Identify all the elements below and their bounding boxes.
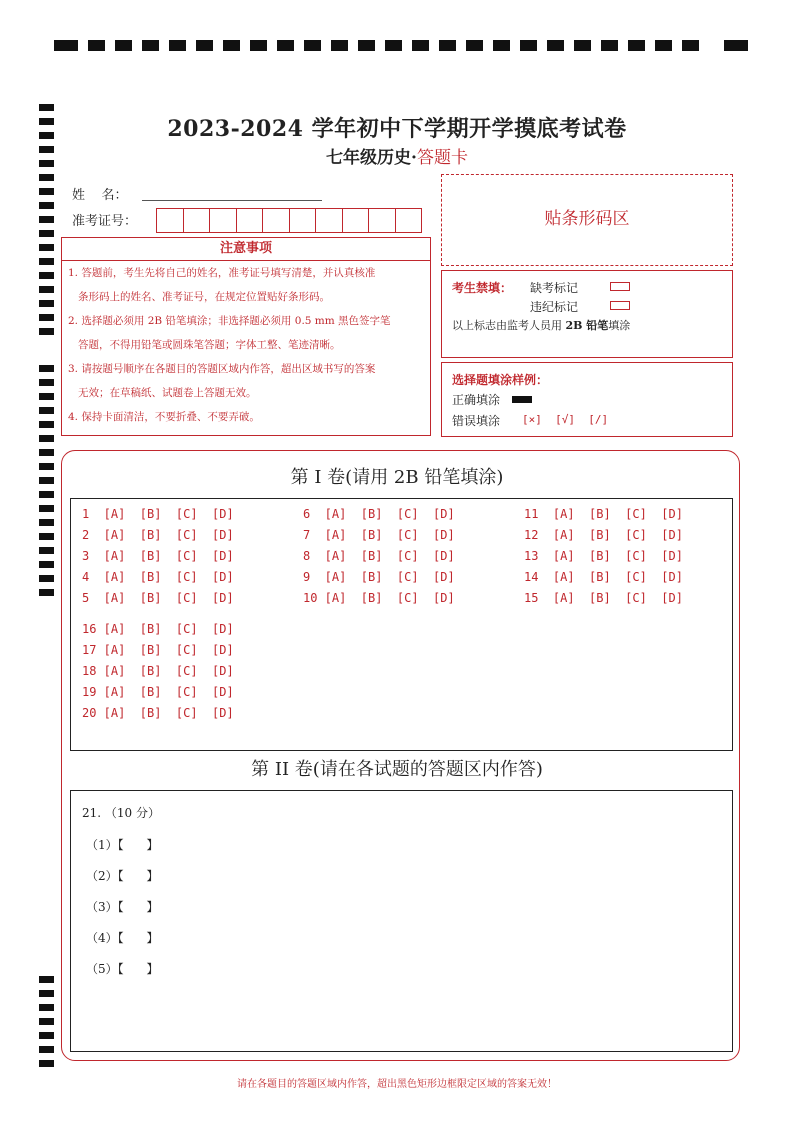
fill-sample-box [441, 362, 733, 437]
answer-line[interactable]: （3）【 】 [86, 900, 159, 914]
part2-title: 第 II 卷(请在各试题的答题区内作答) [251, 759, 543, 780]
id-digit-box[interactable] [263, 209, 290, 232]
notice-line: 答题，不得用铅笔或圆珠笔答题；字体工整、笔迹清晰。 [68, 339, 341, 351]
forbid-label: 考生禁填： [452, 281, 513, 295]
id-number-boxes[interactable] [156, 208, 422, 233]
forbid-note-post: 填涂 [608, 319, 631, 332]
footer-warning: 请在各题目的答题区域内作答，超出黑色矩形边框限定区域的答案无效！ [237, 1079, 557, 1090]
id-digit-box[interactable] [237, 209, 264, 232]
choice-row[interactable]: 11 [A] [B] [C] [D] [524, 507, 683, 521]
id-digit-box[interactable] [290, 209, 317, 232]
choice-row[interactable]: 4 [A] [B] [C] [D] [82, 570, 234, 584]
exam-subtitle [0, 143, 794, 168]
choice-row[interactable]: 18 [A] [B] [C] [D] [82, 664, 234, 678]
forbid-note-pre: 以上标志由监考人员用 [452, 319, 566, 332]
id-digit-box[interactable] [210, 209, 237, 232]
sample-heading: 选择题填涂样例： [452, 373, 549, 387]
choice-row[interactable]: 10 [A] [B] [C] [D] [303, 591, 455, 605]
notice-heading: 注意事项 [61, 237, 431, 261]
choice-row[interactable]: 16 [A] [B] [C] [D] [82, 622, 234, 636]
choice-row[interactable]: 2 [A] [B] [C] [D] [82, 528, 234, 542]
id-digit-box[interactable] [184, 209, 211, 232]
notice-line: 2. 选择题必须用 2B 铅笔填涂；非选择题必须用 0.5 mm 黑色签字笔 [68, 315, 391, 327]
name-field[interactable] [142, 200, 322, 201]
answer-line[interactable]: （1）【 】 [86, 838, 159, 852]
id-digit-box[interactable] [369, 209, 396, 232]
choice-row[interactable]: 7 [A] [B] [C] [D] [303, 528, 455, 542]
subtitle-subject: 七年级历史· [326, 148, 417, 168]
choice-row[interactable]: 13 [A] [B] [C] [D] [524, 549, 683, 563]
correct-fill-label: 正确填涂 [452, 393, 501, 407]
choice-row[interactable]: 3 [A] [B] [C] [D] [82, 549, 234, 563]
choice-row[interactable]: 20 [A] [B] [C] [D] [82, 706, 234, 720]
examiner-only-box [441, 270, 733, 358]
name-label: 姓 名： [72, 188, 128, 203]
id-digit-box[interactable] [396, 209, 422, 232]
correct-fill-mark [512, 396, 532, 403]
answer-line[interactable]: （5）【 】 [86, 962, 159, 976]
written-answer-box[interactable] [70, 790, 733, 1052]
notice-line: 3. 请按题号顺序在各题目的答题区域内作答，超出区域书写的答案 [68, 363, 376, 375]
choice-row[interactable]: 1 [A] [B] [C] [D] [82, 507, 234, 521]
forbid-note-bold: 2B 铅笔 [565, 319, 609, 332]
forbid-note [452, 317, 630, 333]
choice-row[interactable]: 8 [A] [B] [C] [D] [303, 549, 455, 563]
wrong-fill-label: 错误填涂 [452, 414, 501, 428]
exam-title: 2023-2024 学年初中下学期开学摸底考试卷 [167, 116, 627, 142]
absent-mark-box[interactable] [610, 282, 630, 291]
choice-row[interactable]: 17 [A] [B] [C] [D] [82, 643, 234, 657]
id-digit-box[interactable] [343, 209, 370, 232]
wrong-fill-marks: [×] [√] [/] [522, 413, 609, 426]
choice-row[interactable]: 14 [A] [B] [C] [D] [524, 570, 683, 584]
violation-label: 违纪标记 [530, 300, 579, 314]
answer-line[interactable]: （2）【 】 [86, 869, 159, 883]
subtitle-answer-sheet: 答题卡 [416, 148, 468, 168]
notice-line: 1. 答题前，考生先将自己的姓名，准考证号填写清楚，并认真核准 [68, 267, 376, 279]
notice-box [61, 259, 431, 436]
barcode-area[interactable]: 贴条形码区 [441, 174, 733, 266]
notice-line: 无效；在草稿纸、试题卷上答题无效。 [68, 387, 257, 399]
id-label: 准考证号： [72, 214, 138, 229]
choice-row[interactable]: 19 [A] [B] [C] [D] [82, 685, 234, 699]
part1-title: 第 I 卷(请用 2B 铅笔填涂) [290, 467, 504, 488]
id-digit-box[interactable] [316, 209, 343, 232]
choice-row[interactable]: 5 [A] [B] [C] [D] [82, 591, 234, 605]
notice-line: 4. 保持卡面清洁，不要折叠、不要弄破。 [68, 411, 260, 423]
choice-row[interactable]: 6 [A] [B] [C] [D] [303, 507, 455, 521]
choice-row[interactable]: 15 [A] [B] [C] [D] [524, 591, 683, 605]
absent-label: 缺考标记 [530, 281, 579, 295]
question-21-label: 21. （10 分） [82, 806, 160, 820]
notice-line: 条形码上的姓名、准考证号，在规定位置贴好条形码。 [68, 291, 331, 303]
choice-row[interactable]: 12 [A] [B] [C] [D] [524, 528, 683, 542]
violation-mark-box[interactable] [610, 301, 630, 310]
answer-line[interactable]: （4）【 】 [86, 931, 159, 945]
choice-row[interactable]: 9 [A] [B] [C] [D] [303, 570, 455, 584]
id-digit-box[interactable] [157, 209, 184, 232]
